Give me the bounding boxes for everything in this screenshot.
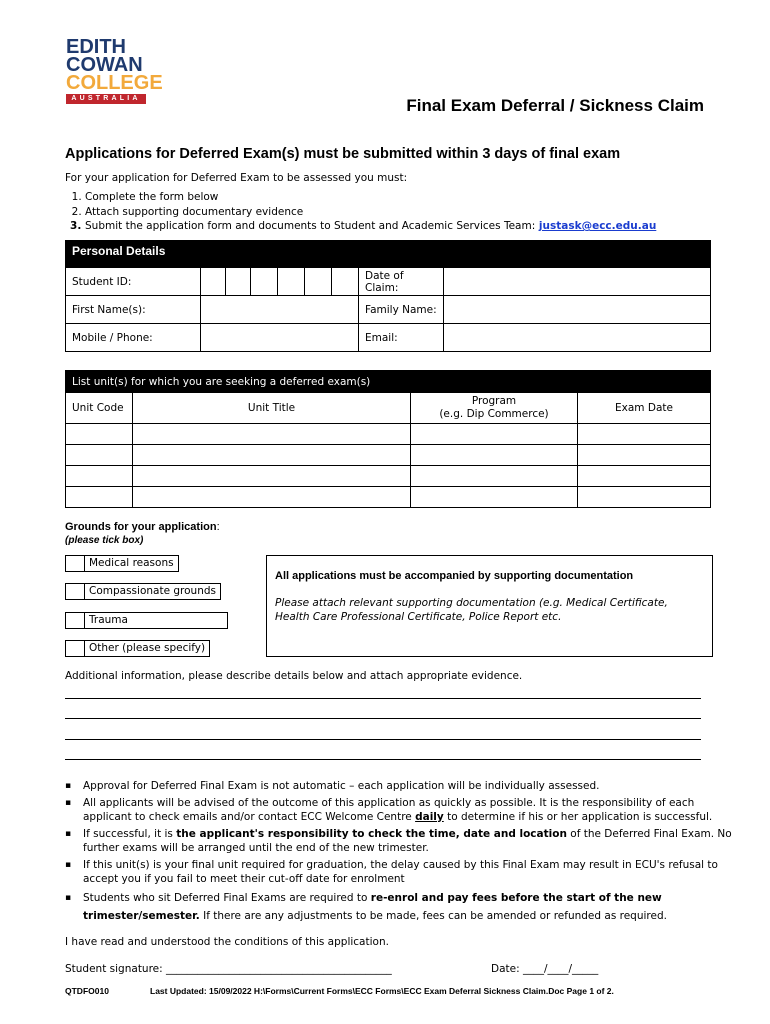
student-id-digit[interactable] [278,268,305,296]
intro-text: For your application for Deferred Exam to be assessed you must: [65,172,408,184]
unit-title-cell[interactable] [133,487,411,508]
student-id-digit[interactable] [201,268,226,296]
condition-3-a: If successful, it is [83,827,177,840]
program-header [411,393,578,424]
condition-2-daily: daily [415,811,444,823]
steps-list [65,190,656,234]
additional-info-line[interactable] [65,739,701,740]
date-of-claim-label: Date of Claim: [359,268,444,296]
step-3 [85,219,656,234]
email-field[interactable] [444,324,711,352]
ground-option-compassionate[interactable] [65,583,221,600]
unit-title-cell[interactable] [133,466,411,487]
exam-date-cell[interactable] [578,424,711,445]
unit-code-cell[interactable] [66,424,133,445]
checkbox[interactable] [66,641,85,656]
grounds-heading-text: Grounds for your application [65,521,217,533]
unit-row [66,445,711,466]
additional-info-line[interactable] [65,698,701,699]
condition-5-a: Students who sit Deferred Final Exams are required to [83,891,371,904]
unit-row [66,487,711,508]
first-name-label: First Name(s): [66,296,201,324]
student-id-digit[interactable] [332,268,359,296]
ground-option-label: Other (please specify) [89,642,206,654]
unit-code-cell[interactable] [66,487,133,508]
step-2: 2. Attach supporting documentary evidence [85,205,656,220]
logo-line-3: COLLEGE [66,72,163,94]
checkbox[interactable] [66,584,85,599]
step-3-text: Submit the application form and documents to Student and Academic Services Team: [85,220,536,232]
note-italic: Please attach relevant supporting documentation (e.g. Medical Certificate, Health Care Professional Certificate, Police Report etc. [275,597,668,623]
logo-line-2: COWAN [66,54,143,76]
acknowledgement-text: I have read and understood the conditions of this application. [65,936,389,948]
condition-3-b: the applicant's responsibility to check the time, date and location [176,827,567,840]
unit-code-cell[interactable] [66,445,133,466]
student-signature-field[interactable]: Student signature: ___________________________________________ [65,963,392,975]
unit-code-cell[interactable] [66,466,133,487]
program-cell[interactable] [411,487,578,508]
grounds-subheading: (please tick box) [65,535,144,546]
condition-2 [83,796,743,825]
page-title: Final Exam Deferral / Sickness Claim [406,96,704,115]
condition-1: ▪ Approval for Deferred Final Exam is not automatic – each application will be individually assessed. [83,779,743,794]
program-header-line2: (e.g. Dip Commerce) [439,408,549,420]
ground-option-label: Medical reasons [89,557,174,569]
college-logo [66,36,163,104]
condition-5-b: re-enrol and pay fees before the start of the new trimester/semester. [83,891,662,922]
program-header-line1: Program [471,395,517,407]
condition-5 [83,889,743,925]
additional-info-label: Additional information, please describe details below and attach appropriate evidence. [65,670,523,682]
family-name-field[interactable] [444,296,711,324]
email-label: Email: [359,324,444,352]
email-link[interactable]: justask@ecc.edu.au [538,220,657,232]
condition-3 [83,827,743,856]
exam-date-cell[interactable] [578,445,711,466]
first-name-field[interactable] [201,296,359,324]
mobile-label: Mobile / Phone: [66,324,201,352]
additional-info-line[interactable] [65,718,701,719]
unit-title-cell[interactable] [133,424,411,445]
condition-3-c: of the Deferred Final Exam. No further exams will be arranged until the end of the new trimester. [83,827,732,854]
logo-line-1: EDITH [66,36,126,58]
student-id-label: Student ID: [66,268,201,296]
footer-text: Last Updated: 15/09/2022 H:\Forms\Current Forms\ECC Forms\ECC Exam Deferral Sickness Claim.Doc Page 1 of 2. [150,986,614,996]
personal-details-table [65,240,711,352]
grounds-heading [65,521,220,533]
unit-row [66,424,711,445]
condition-2-a: All applicants will be advised of the outcome of this application as quickly as possible. It is the responsibility of each applicant to check emails and/or contact ECC Welcome Centre [83,796,695,823]
personal-details-header: Personal Details [66,241,711,268]
ground-option-other[interactable] [65,640,210,657]
unit-title-header: Unit Title [133,393,411,424]
unit-title-cell[interactable] [133,445,411,466]
program-cell[interactable] [411,445,578,466]
ground-option-medical[interactable] [65,555,179,572]
additional-info-line[interactable] [65,759,701,760]
condition-2-c: to determine if his or her application is successful. [443,811,713,823]
exam-date-header: Exam Date [578,393,711,424]
date-of-claim-field[interactable] [444,268,711,296]
signature-date-field[interactable]: Date: ____/____/_____ [491,963,599,975]
student-id-digit[interactable] [305,268,332,296]
form-code: QTDFO010 [65,986,109,996]
condition-5-c: If there are any adjustments to be made, fees can be amended or refunded as required. [199,909,667,922]
documentation-note-box [266,555,713,657]
page-subtitle: Applications for Deferred Exam(s) must be submitted within 3 days of final exam [65,146,621,162]
program-cell[interactable] [411,466,578,487]
family-name-label: Family Name: [359,296,444,324]
checkbox[interactable] [66,613,85,628]
checkbox[interactable] [66,556,85,571]
ground-option-trauma[interactable] [65,612,228,629]
condition-4: ▪ If this unit(s) is your final unit required for graduation, the delay caused by this Final Exam may result in ECU's refusal to accept you if you fail to meet their cut-off date for enrolment [83,858,743,887]
units-header: List unit(s) for which you are seeking a deferred exam(s) [66,371,711,393]
unit-code-header: Unit Code [66,393,133,424]
note-bold: All applications must be accompanied by supporting documentation [275,570,634,582]
unit-row [66,466,711,487]
student-id-digit[interactable] [226,268,251,296]
logo-line-4: AUSTRALIA [66,94,146,104]
mobile-field[interactable] [201,324,359,352]
units-table [65,370,711,508]
ground-option-label: Trauma [89,614,128,626]
exam-date-cell[interactable] [578,466,711,487]
conditions-list [65,779,743,927]
exam-date-cell[interactable] [578,487,711,508]
program-cell[interactable] [411,424,578,445]
step-1: 1. Complete the form below [85,190,656,205]
ground-option-label: Compassionate grounds [89,585,216,597]
grounds-colon: : [216,521,220,533]
student-id-digit[interactable] [251,268,278,296]
